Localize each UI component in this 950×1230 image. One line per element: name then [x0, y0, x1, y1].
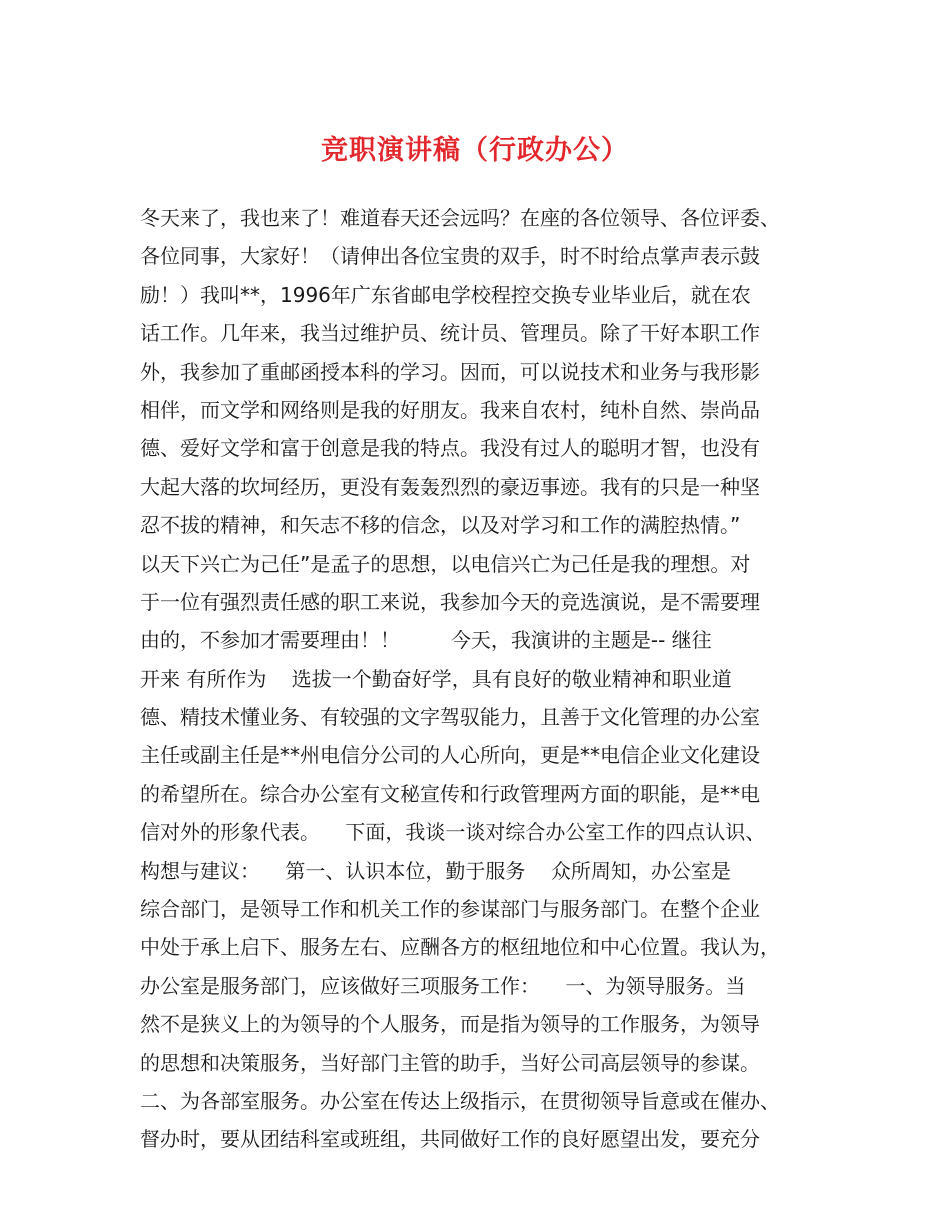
- body-line: 话工作。几年来，我当过维护员、统计员、管理员。除了干好本职工作: [140, 321, 760, 346]
- body-line: 综合部门，是领导工作和机关工作的参谋部门与服务部门。在整个企业: [140, 897, 760, 922]
- body-line: 励！）我叫**，1996年广东省邮电学校程控交换专业毕业后，就在农: [140, 282, 751, 307]
- body-line: 的希望所在。综合办公室有文秘宣传和行政管理两方面的职能，是**电: [140, 781, 760, 806]
- body-line: 由的，不参加才需要理由！！ 今天，我演讲的主题是-- 继往: [140, 628, 712, 653]
- body-line: 主任或副主任是**州电信分公司的人心所向，更是**电信企业文化建设: [140, 743, 760, 768]
- body-line: 督办时，要从团结科室或班组，共同做好工作的良好愿望出发，要充分: [140, 1127, 760, 1152]
- body-line: 各位同事，大家好！（请伸出各位宝贵的双手，时不时给点掌声表示鼓: [140, 244, 760, 269]
- body-line: 的思想和决策服务，当好部门主管的助手，当好公司高层领导的参谋。: [140, 1050, 760, 1075]
- body-line: 相伴，而文学和网络则是我的好朋友。我来自农村，纯朴自然、崇尚品: [140, 397, 760, 422]
- body-line: 大起大落的坎坷经历，更没有轰轰烈烈的豪迈事迹。我有的只是一种坚: [140, 474, 760, 499]
- body-line: 以天下兴亡为己任”是孟子的思想，以电信兴亡为己任是我的理想。对: [140, 551, 751, 576]
- body-line: 外，我参加了重邮函授本科的学习。因而，可以说技术和业务与我形影: [140, 359, 760, 384]
- body-line: 信对外的形象代表。 下面，我谈一谈对综合办公室工作的四点认识、: [140, 820, 766, 845]
- body-line: 于一位有强烈责任感的职工来说，我参加今天的竞选演说，是不需要理: [140, 589, 760, 614]
- body-line: 办公室是服务部门，应该做好三项服务工作： 一、为领导服务。当: [140, 973, 746, 998]
- body-line: 开来 有所作为 选拔一个勤奋好学，具有良好的敬业精神和职业道: [140, 666, 732, 691]
- body-line: 构想与建议： 第一、认识本位，勤于服务 众所周知，办公室是: [140, 858, 731, 883]
- body-line: 中处于承上启下、服务左右、应酬各方的枢纽地位和中心位置。我认为，: [140, 935, 780, 960]
- body-line: 冬天来了，我也来了！难道春天还会远吗？在座的各位领导、各位评委、: [140, 206, 780, 230]
- body-line: 二、为各部室服务。办公室在传达上级指示，在贯彻领导旨意或在催办、: [140, 1088, 780, 1113]
- body-line: 德、爱好文学和富于创意是我的特点。我没有过人的聪明才智，也没有: [140, 436, 760, 461]
- body-line: 然不是狭义上的为领导的个人服务，而是指为领导的工作服务，为领导: [140, 1012, 760, 1037]
- body-line: 忍不拔的精神，和矢志不移的信念，以及对学习和工作的满腔热情。”: [140, 513, 741, 538]
- body-line: 德、精技术懂业务、有较强的文字驾驭能力，且善于文化管理的办公室: [140, 705, 760, 730]
- document-title: 竞职演讲稿（行政办公）: [321, 135, 629, 166]
- document-body: [140, 199, 830, 1159]
